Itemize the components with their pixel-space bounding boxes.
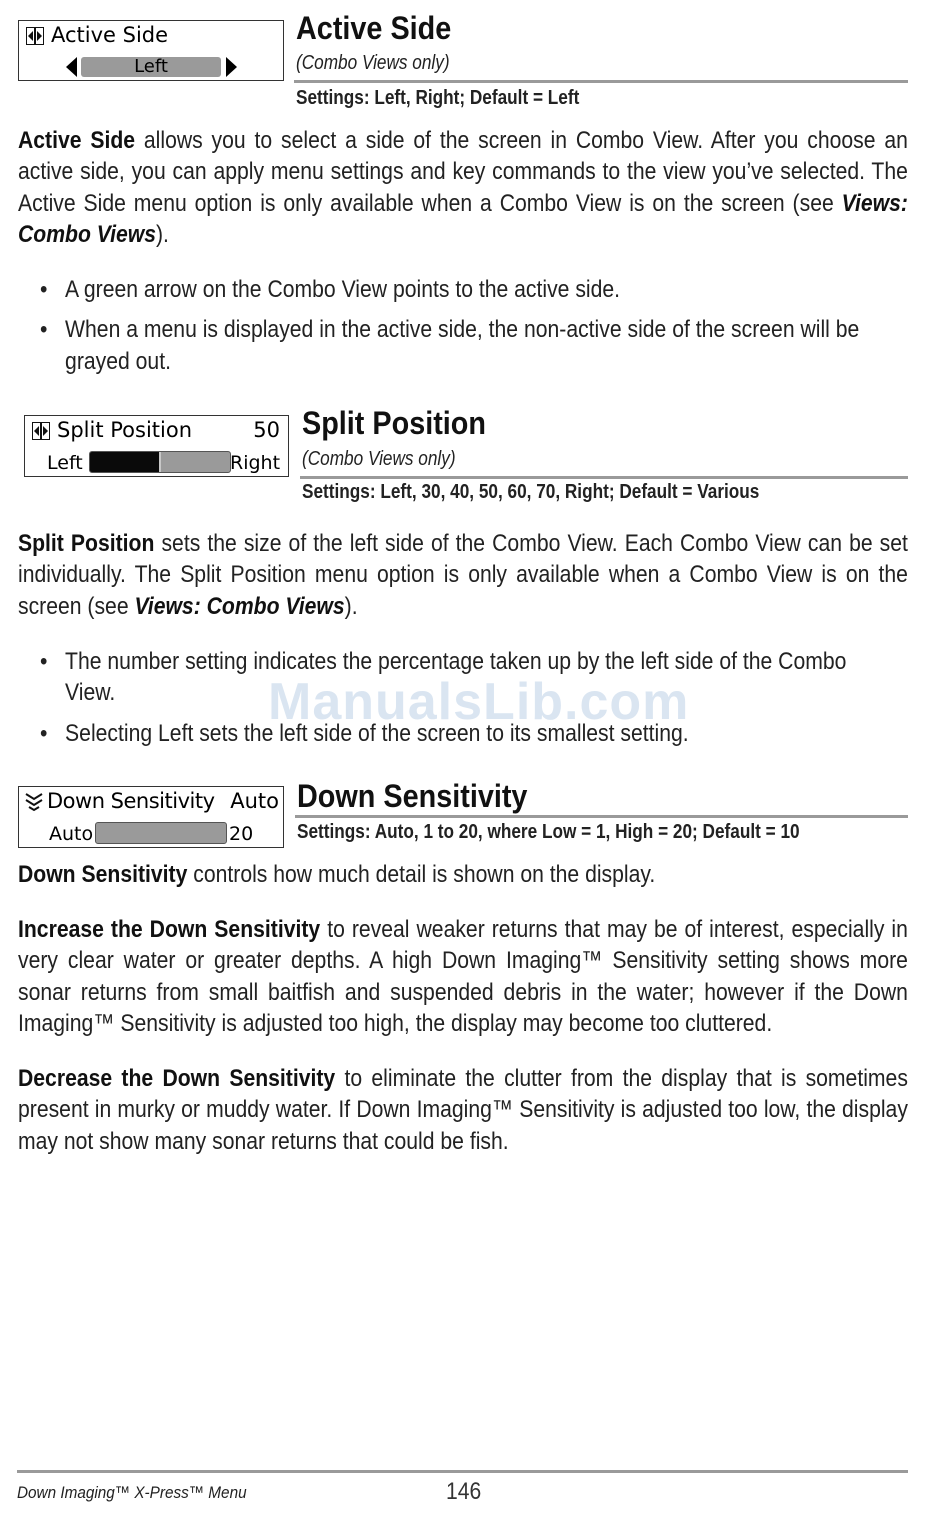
list-item: • Selecting Left sets the left side of the screen to its smallest setting. (40, 718, 900, 749)
split-position-paragraph: Split Position sets the size of the left side of the Combo View. Each Combo View can be set individually. The Split Position menu option is only available when a Combo View is on the screen (see Views: Combo Views). (18, 530, 908, 620)
down-sensitivity-paragraph-3: Decrease the Down Sensitivity to eliminate the clutter from the display that is sometimes present in murky or muddy water. If Down Imaging™ Sensitivity is adjusted too low, the display may not show many sonar returns that could be fish. (18, 1065, 908, 1155)
active-side-settings: Settings: Left, Right; Default = Left (296, 87, 580, 109)
split-right-label: Right (230, 452, 281, 474)
down-sensitivity-widget-title: Down Sensitivity (47, 789, 215, 813)
split-position-subtitle: (Combo Views only) (302, 448, 456, 470)
split-position-rule (300, 476, 908, 479)
split-position-heading: Split Position (302, 405, 486, 441)
split-position-slider[interactable] (89, 451, 231, 473)
split-slider-fill (90, 452, 160, 472)
split-left-label: Left (47, 452, 83, 474)
list-item: • A green arrow on the Combo View points to the active side. (40, 274, 900, 305)
split-position-settings: Settings: Left, 30, 40, 50, 60, 70, Right; Default = Various (302, 481, 760, 503)
down-sensitivity-settings: Settings: Auto, 1 to 20, where Low = 1, High = 20; Default = 10 (297, 821, 800, 843)
split-side-icon (32, 422, 50, 440)
right-arrow-icon[interactable] (226, 57, 237, 77)
active-side-menu-widget[interactable] (18, 20, 284, 81)
watermark: ManualsLib.com (268, 673, 690, 731)
split-position-menu-widget[interactable] (24, 415, 289, 477)
down-sensitivity-slider[interactable] (95, 822, 227, 844)
sensitivity-right-label: 20 (229, 823, 254, 845)
down-sensitivity-heading: Down Sensitivity (297, 778, 528, 814)
down-sensitivity-menu-widget[interactable] (18, 786, 284, 848)
split-position-widget-number: 50 (253, 418, 280, 442)
down-sensitivity-widget-mode: Auto (230, 789, 279, 813)
footer-rule (17, 1470, 908, 1473)
active-side-widget-title: Active Side (51, 23, 169, 47)
sensitivity-left-label: Auto (49, 823, 94, 845)
list-item: • The number setting indicates the percentage taken up by the left side of the Combo View. (40, 646, 900, 709)
split-position-widget-title: Split Position (57, 418, 193, 442)
active-side-bullets (40, 274, 900, 386)
active-side-paragraph: Active Side allows you to select a side of the screen in Combo View. After you choose an active side, you can apply menu settings and key commands to the view you’ve selected. The Active Side menu option is only available when a Combo View is on the screen (see Views: Combo Views). (18, 127, 908, 248)
list-item: • When a menu is displayed in the active side, the non-active side of the screen will be grayed out. (40, 314, 900, 377)
page-number: 146 (446, 1478, 482, 1505)
left-arrow-icon[interactable] (66, 57, 77, 77)
split-slider-handle[interactable] (159, 452, 161, 472)
active-side-subtitle: (Combo Views only) (296, 52, 450, 74)
down-sensitivity-paragraph-2: Increase the Down Sensitivity to reveal weaker returns that may be of interest, especially in very clear water or greater depths. A high Down Imaging™ Sensitivity setting shows more sonar returns from small baitfish and suspended debris in the water; however if the Down Imaging™ Sensitivity is adjusted too high, the display may become too cluttered. (18, 916, 908, 1037)
footer-section-title: Down Imaging™ X-Press™ Menu (17, 1483, 247, 1502)
active-side-heading: Active Side (296, 10, 452, 46)
down-sensitivity-icon (24, 791, 44, 813)
active-side-icon (26, 27, 44, 45)
down-sensitivity-rule (295, 815, 908, 818)
active-side-widget-value: Left (81, 57, 221, 77)
down-sensitivity-paragraph-1: Down Sensitivity controls how much detail is shown on the display. (18, 861, 656, 888)
active-side-rule (294, 80, 908, 83)
